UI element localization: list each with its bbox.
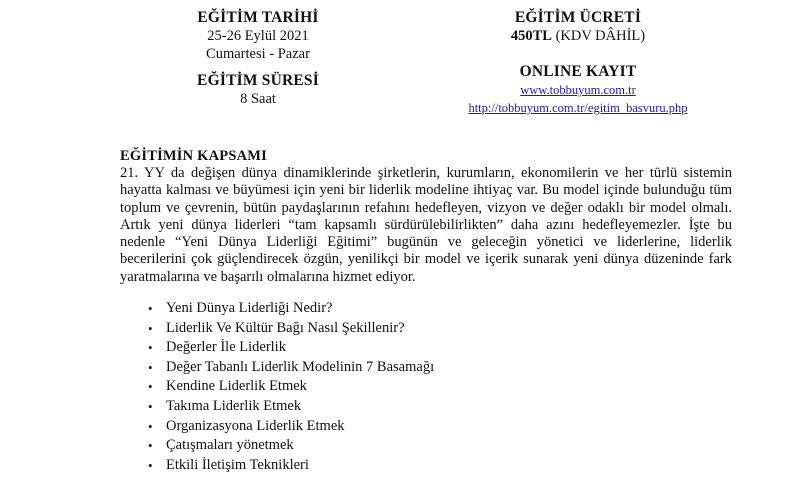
- training-info-right: [448, 8, 708, 117]
- online-registration-heading: ONLINE KAYIT: [519, 63, 637, 80]
- list-item: [148, 377, 732, 397]
- topic-label: Çatışmaları yönetmek: [166, 437, 294, 454]
- list-item: [148, 456, 732, 476]
- training-fee-heading: EĞİTİM ÜCRETİ: [514, 9, 642, 26]
- training-duration-heading: EĞİTİM SÜRESİ: [197, 72, 319, 89]
- training-fee-amount: 450TL: [510, 28, 552, 44]
- topic-label: Liderlik Ve Kültür Bağı Nasıl Şekillenir?: [166, 319, 405, 336]
- topics-list: [120, 299, 732, 475]
- training-fee-line: [448, 27, 708, 45]
- bullet-icon: •: [148, 359, 153, 375]
- topic-label: Etkili İletişim Teknikleri: [166, 456, 309, 473]
- list-item: [148, 338, 732, 358]
- training-scope-section: [120, 148, 732, 475]
- topic-label: Organizasyona Liderlik Etmek: [166, 417, 345, 434]
- training-date-heading: EĞİTİM TARİHİ: [197, 9, 319, 26]
- list-item: [148, 358, 732, 378]
- bullet-icon: •: [148, 301, 153, 317]
- topic-label: Takıma Liderlik Etmek: [166, 398, 302, 415]
- bullet-icon: •: [148, 340, 153, 356]
- training-days: Cumartesi - Pazar: [206, 46, 310, 62]
- bullet-icon: •: [148, 457, 153, 473]
- scope-heading: EĞİTİMİN KAPSAMI: [120, 148, 268, 164]
- training-duration-value: 8 Saat: [240, 91, 276, 107]
- bullet-icon: •: [148, 379, 153, 395]
- list-item: [148, 417, 732, 437]
- registration-link-home[interactable]: www.tobbuyum.com.tr: [520, 83, 636, 97]
- bullet-icon: •: [148, 418, 153, 434]
- registration-link-apply[interactable]: http://tobbuyum.com.tr/egitim_basvuru.php: [468, 101, 688, 115]
- list-item: [148, 397, 732, 417]
- topic-label: Değer Tabanlı Liderlik Modelinin 7 Basamağı: [166, 358, 435, 375]
- list-item: [148, 299, 732, 319]
- bullet-icon: •: [148, 399, 153, 415]
- training-dates: 25-26 Eylül 2021: [207, 28, 309, 44]
- training-fee-note: (KDV DÂHİL): [555, 28, 646, 44]
- bullet-icon: •: [148, 438, 153, 454]
- topic-label: Kendine Liderlik Etmek: [166, 378, 307, 395]
- list-item: [148, 436, 732, 456]
- training-info-left: [178, 8, 338, 108]
- bullet-icon: •: [148, 320, 153, 336]
- scope-paragraph: 21. YY da değişen dünya dinamiklerinde şirketlerin, kurumların, ekonomilerin ve her türlü sistemin hayatta kalması ve büyümesi için yeni bir liderlik modeline ihtiyaç var. Bu model içinde bulunduğu tüm toplum ve çevrenin, bütün paydaşlarının refahını hedefleyen, vizyon ve değer odaklı bir model olmalı. Artık yeni dünya liderleri “tam kapsamlı sürdürülebilirlikten” daha azını hedefleyemezler. İşte bu nedenle “Yeni Dünya Liderliği Eğitimi” bugünün ve geleceğin yönetici ve liderlerine, liderlik becerilerini çok güçlendirecek özgün, yenilikçi bir model ve içerik sunarak yeni dünya düzeninde fark yaratmalarına ve başarılı olmalarına hizmet ediyor.: [120, 165, 732, 285]
- topic-label: Değerler İle Liderlik: [166, 339, 286, 356]
- list-item: [148, 319, 732, 339]
- topic-label: Yeni Dünya Liderliği Nedir?: [166, 300, 333, 317]
